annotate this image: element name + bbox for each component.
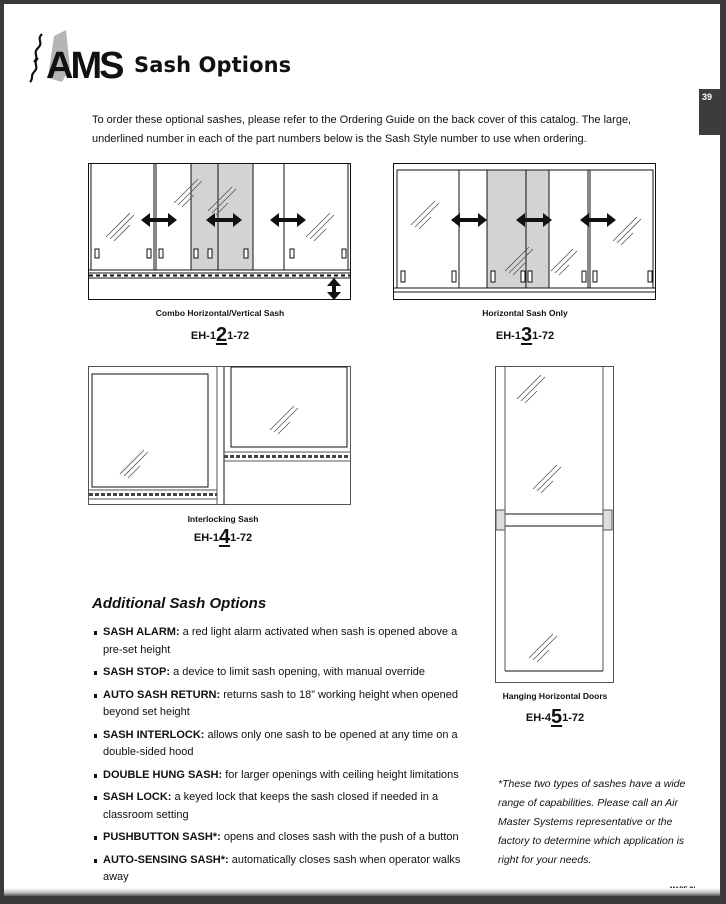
list-item (94, 767, 464, 785)
footnote: *These two types of sashes have a wide range of capabilities. Please call an Air Master Systems representative or the factory to determine which application is right for your needs. (498, 778, 686, 866)
option-desc: allows only one sash to be opened at any time on a double-sided hood (103, 728, 458, 758)
diagram-caption: Horizontal Sash Only (482, 308, 568, 318)
diagram-caption: Interlocking Sash (187, 514, 259, 524)
option-desc: returns sash to 18” working height when opened beyond set height (103, 688, 459, 718)
option-desc: a keyed lock that keeps the sash closed if needed in a classroom setting (103, 791, 439, 821)
option-desc: automatically closes sash when operator walks away (103, 853, 461, 883)
list-item (94, 829, 464, 847)
page-number-tab: 39 (699, 89, 720, 135)
option-desc: for larger openings with ceiling height limitations (222, 768, 459, 781)
section-title: Additional Sash Options (92, 595, 267, 612)
part-prefix: EH-1 (190, 330, 216, 342)
sash-style-number: 5 (550, 706, 563, 728)
horizontal-sash-diagram (393, 163, 657, 300)
list-item (94, 852, 464, 887)
sash-style-number: 2 (215, 324, 228, 346)
part-number (88, 526, 358, 549)
sash-style-number: 4 (218, 526, 231, 548)
option-term: SASH LOCK: (103, 791, 172, 803)
intro-paragraph: To order these optional sashes, please refer to the Ordering Guide on the back cover of this catalog. The large, underlined number in each of the part numbers below is the Sash Style number to use when ordering. (92, 114, 632, 145)
list-item (94, 727, 464, 762)
list-item (94, 789, 464, 824)
part-suffix: 1-72 (562, 712, 585, 724)
diagram-caption: Combo Horizontal/Vertical Sash (155, 308, 285, 318)
option-desc: opens and closes sash with the push of a button (220, 831, 459, 843)
part-prefix: EH-1 (193, 532, 219, 544)
page-edge-shadow (4, 888, 720, 896)
part-suffix: 1-72 (227, 330, 250, 342)
part-number (474, 706, 636, 729)
option-term: SASH INTERLOCK: (103, 728, 205, 741)
diagram-caption: Hanging Horizontal Doors (502, 691, 608, 701)
interlocking-sash-diagram (88, 366, 352, 506)
option-term: DOUBLE HUNG SASH: (103, 768, 223, 781)
list-item (94, 687, 464, 722)
part-suffix: 1-72 (230, 532, 253, 544)
hanging-doors-diagram (495, 366, 615, 684)
part-number (393, 324, 657, 347)
option-term: PUSHBUTTON SASH*: (103, 831, 221, 843)
part-prefix: EH-1 (495, 330, 521, 342)
option-desc: a red light alarm activated when sash is opened above a pre-set height (103, 626, 458, 656)
part-number (88, 324, 352, 347)
svg-text:AMS: AMS (46, 45, 122, 86)
option-term: AUTO-SENSING SASH*: (103, 853, 229, 866)
combo-sash-diagram (88, 163, 352, 300)
catalog-page (4, 4, 720, 896)
option-desc: a device to limit sash opening, with manual override (170, 666, 425, 678)
page-title: Sash Options (134, 53, 292, 77)
options-list (94, 624, 464, 892)
option-term: SASH ALARM: (103, 626, 180, 638)
option-term: AUTO SASH RETURN: (103, 688, 221, 701)
option-term: SASH STOP: (103, 666, 171, 678)
part-suffix: 1-72 (532, 330, 555, 342)
list-item (94, 664, 464, 682)
ams-logo (26, 28, 126, 86)
part-prefix: EH-4 (525, 712, 551, 724)
sash-style-number: 3 (520, 324, 533, 346)
list-item (94, 624, 464, 659)
